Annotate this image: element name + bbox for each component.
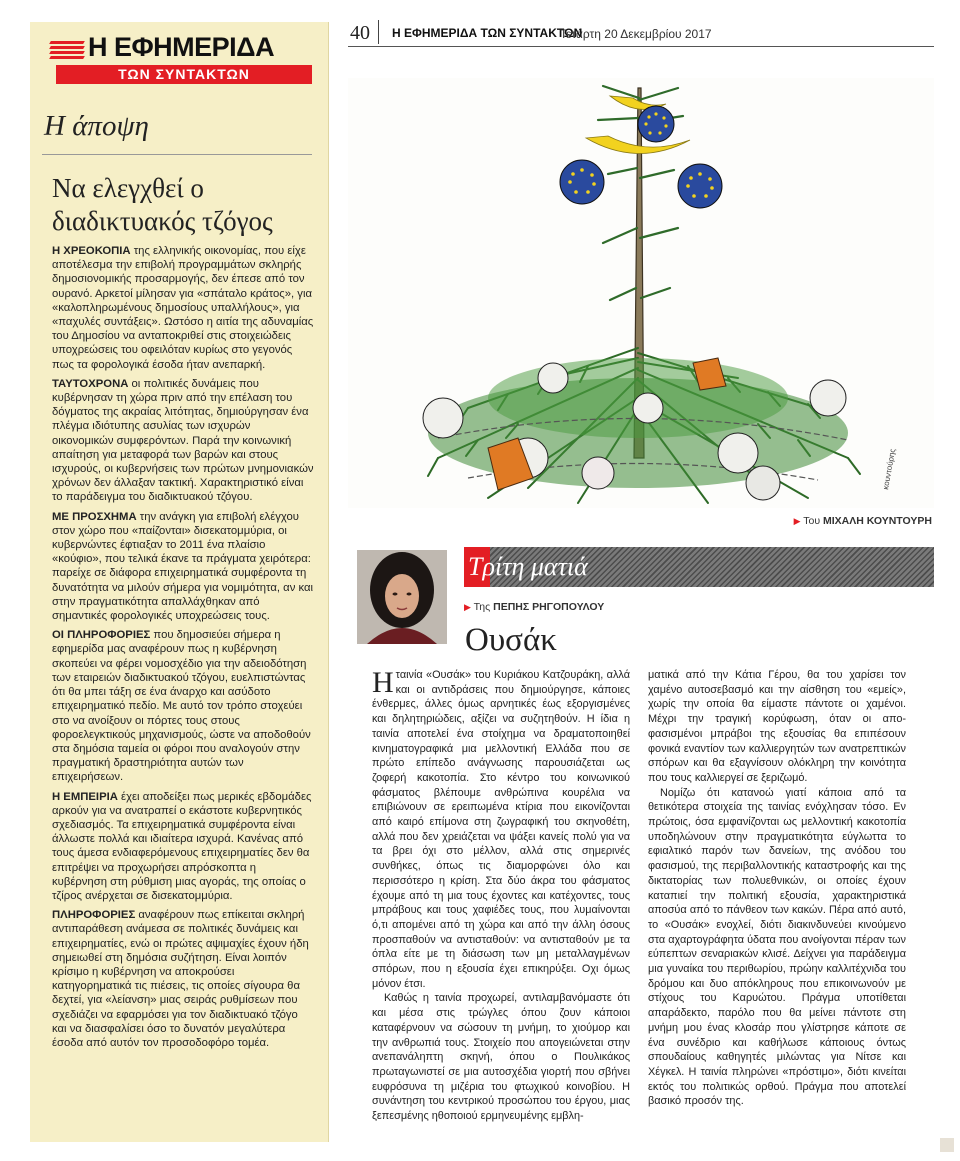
drop-cap: Η <box>372 666 394 699</box>
article-paragraph: Καθώς η ταινία προχωρεί, αντιλαμβανόμαστε ότι και μέσα στις τρώγλες όπου ζουν κάποιοι καταφέρνουν να σώσουν τη μνήμη, το χιούμορ και την ανθρωπιά τους. Στοιχείο που απογειώνεται στην ανεπανάληπτη σκηνή, όπου ο Πουλικάκος πρωταγωνιστεί σε μια αυτοσχέδια γιορτή που σβήνει ευφρόσυνα τη μιζέρια του φτωχικού κοινοβίου. Η συνάντηση του κεντρικού προσώπου του έργου, μιας ξεπεσμένης ηθοποιού ερμηνευμένης εμβλη- <box>372 992 630 1123</box>
christmas-tree-cartoon <box>348 78 934 508</box>
byline: ▶ Της ΠΕΠΗΣ ΡΗΓΟΠΟΥΛΟΥ <box>464 601 605 613</box>
header-date: Τετάρτη 20 Δεκεμβρίου 2017 <box>560 27 712 41</box>
logo-stripes-icon <box>50 41 84 61</box>
section-divider <box>42 154 312 155</box>
article-paragraph: Ηταινία «Ουσάκ» του Κυριάκου Κατζουράκη, αλλά και οι αντιδράσεις που δημιούργησε, κάποιες ένθερμες, άλλες όμως αρνητικές έως εξοργισμένες και δηλητηριώδεις, αξίζει να συζητηθούν. Η ίδια η ταινία αποτελεί ένα στοίχημα να δραματοποιηθεί κινηματογραφικά μια μελλοντική Ελλάδα που σε πρώτο επίπεδο ανάγνωσης παρουσιάζεται ως ζοφερή κακοτοπία. Στο κέντρο του κοινωνικού φάσματος βλέπουμε ανθρώπινα κουρέλια να επιβιώνουν σε ερειπωμένα κτίρια που εικονίζονται από καιρό επίμονα στη ζωγραφική του σκηνοθέτη, αλλά που δεν χρειάζεται να ψάξει κανείς πολύ για να τα βρει όχι στο μέλλον, αλλά στις σημερινές συνθήκες, όπως τις διαμορφώνει όλο και περισσότερο η κρίση. Στα δύο άκρα του φάσματος έχουμε από τη μια τους έχοντες και κατέχοντες, τους μπράβους και τους χαφιέδες τους, που λυμαίνονται ό,τι απομένει από τη χώρα και από την άλλη όσους προσπαθούν να αντισταθούν: να αντισταθούν με τα όπλα είτε με τη διάσωση των μη μεταλλαγμένων σπόρων, που η εξουσία έχει επικηρύξει. Οχι όμως μόνον έτσι. <box>372 666 630 990</box>
header-separator <box>378 20 379 44</box>
article-column-2 <box>648 668 906 1109</box>
article-title: Ουσάκ <box>465 622 557 658</box>
opinion-title: Να ελεγχθεί ο διαδικτυακός τζόγος <box>52 173 273 236</box>
article-paragraph: Νομίζω ότι κατανοώ γιατί κάποια από τα θετικότερα στοιχεία της ταινίας ενόχλησαν τόσο. Εν πρώτοις, όσα εμφανίζονται ως μελλοντική κακοτοπία υποδηλώνουν στην πραγματικότητα εύγλωττα το εφιαλτικό παρόν των δανείων, της ανόδου του φασισμού, της περιβαλλοντικής καταστροφής και της δικτατορίας των πολυεθνικών, οι οποίες έχουν καταπιεί την πολιτική εξουσία, χαρακτηριστικά αποσύα από το πάνθεον των κακών. Πέρα από αυτό, το «Ουσάκ» ενοχλεί, διότι διακινδυνεύει κινούμενο στα αχαρτογράφητα ύδατα που ανοίγονται πέραν των εύπεπτων σεναριακών κλισέ. Δείχνει για παράδειγμα μια γυναίκα του περιθωρίου, πρώην καλλιτέχνιδα του δρόμου και δυο απόκληρους που επικοινωνούν με στίχους του Καρυώτου. Πράγμα υποτίθεται απαράδεκτο, παρόλο που θα μείνει πάντοτε στη μνήμη μου ένας κλοσάρ που γλίστρησε κάποτε σε ένα συνέδριο και καθήλωσε κάποιους όντως σπουδαίους καθηγητές μιλώντας για Νίτσε και Χέγκελ. Η ταινία πληρώνει «πρόστιμο», διότι κινείται εκτός του πολιτικώς ορθού. Πράγμα που αποτελεί βασικό προσόν της. <box>648 786 906 1108</box>
opinion-paragraph: ΜΕ ΠΡΟΣΧΗΜΑ την ανάγκη για επιβολή ελέγχου στον χώρο που «παίζονται» δισεκατομμύρια, οι κυβερνώντες έφτιαξαν το 2011 ένα πλαίσιο «κούφιο», που τελικά έκανε τα πράγματα χειρότερα: παρείχε σε διάφορα επιχειρηματικά συμφέροντα τη δυνατότητα να μιλούν σήμερα για νομιμότητα, αν και στην πραγματικότητα απαλλάχθηκαν από σημαντικές φορολογικές υποχρεώσεις τους. <box>52 510 314 623</box>
page-number: 40 <box>350 22 370 44</box>
section-label: Η άποψη <box>44 110 149 142</box>
header-paper-name: Η ΕΦΗΜΕΡΙΔΑ ΤΩΝ ΣΥΝΤΑΚΤΩΝ <box>392 26 583 40</box>
author-photo <box>357 550 447 644</box>
masthead-paper-sub: ΤΩΝ ΣΥΝΤΑΚΤΩΝ <box>56 65 312 84</box>
opinion-body <box>52 244 314 1055</box>
page-corner-mark <box>940 1138 954 1152</box>
byline-arrow-icon: ▶ <box>464 602 471 612</box>
opinion-paragraph: Η ΕΜΠΕΙΡΙΑ έχει αποδείξει πως μερικές εβδομάδες αρκούν για να ανατραπεί ο εκάστοτε κυβερνητικός σχεδιασμός. Τα επιχειρηματικά συμφέροντα είναι άλλωστε πολλά και ιδιαίτερα ισχυρά. Κανένας από τους άμεσα ενδιαφερόμενους επιχειρηματίες δεν θα επιτρέψει να προχωρήσει απρόσκοπτα η κυβέρνηση στη ρύθμιση μιας αγοράς, της οποίας ο τζίρος ανέρχεται σε δισεκατομμύρια. <box>52 790 312 902</box>
opinion-paragraph: ΤΑΥΤΟΧΡΟΝΑ οι πολιτικές δυνάμεις που κυβέρνησαν τη χώρα πριν από την επέλαση του δόγματος της ακραίας λιτότητας, δημιούργησαν ένα πλέγμα ιδιότυπης ασυλίας των ισχυρών οικονομικών συμφερόντων. Παρά την κοινωνική απαίτηση για μεταφορά των βαρών και στους ισχυρούς, οι κυβερνήσεις των πρώτων μνημονιακών χρόνων δεν άλλαξαν τακτική. Χαρακτηριστικό είναι το παράδειγμα του διαδικτυακού τζόγου. <box>52 377 314 504</box>
article-column-1 <box>372 668 630 1124</box>
svg-text:κουντούρης: κουντούρης <box>881 447 898 491</box>
credit-arrow-icon: ▶ <box>793 516 801 526</box>
opinion-paragraph: Η ΧΡΕΟΚΟΠΙΑ της ελληνικής οικονομίας, που είχε αποτέλεσμα την επιβολή προγραμμάτων σκληρής δημοσιονομικής προσαρμογής, δεν έπεσε από τον ουρανό. Αρκετοί μίλησαν για «σπάταλο κράτος», για «καλοπληρωμένους δημοσίους υπαλλήλους», για «παχυλές συντάξεις». Ωστόσο η αιτία της αδυναμίας του Δημοσίου να ανταποκριθεί στις στοιχειώδεις υποχρεώσεις του οφειλόταν κυρίως στο γεγονός πως τα φορολογικά έσοδα ήταν ανεπαρκή. <box>52 245 314 371</box>
masthead-logo <box>44 32 314 94</box>
opinion-column <box>30 22 329 1142</box>
article-paragraph: ματικά από την Κάτια Γέρου, θα του χαρίσει τον χαμένο αυτοσεβασμό και την αίσθηση του «εμείς», χωρίς την οποία θα είμαστε πάντοτε οι χαμένοι. Μέχρι την τραγική κορύφωση, όταν οι απο-φασισμένοι μπράβοι της εξουσίας θα επιπέσουν φονικά εναντίον των καλλιεργητών των ανατρεπτικών σπόρων και θα εξαγνίσουν ολόκληρη την κοινότητα που τους καλλιεργεί σε ξεριζωμό. <box>648 669 906 784</box>
opinion-paragraph: ΠΛΗΡΟΦΟΡΙΕΣ αναφέρουν πως επίκειται σκληρή αντιπαράθεση ανάμεσα σε πολιτικές δυνάμεις και επιχειρηματίες, ενώ οι πρώτες αψιμαχίες έχουν ήδη σημειωθεί στη δημόσια συζήτηση. Είναι λοιπόν κρίσιμο η κυβέρνηση να αποκρούσει κατηγορηματικά τις πιέσεις, τις οποίες σίγουρα θα δεχτεί, για «λείανση» μιας σειράς ρυθμίσεων που σχεδιάζει να εφαρμόσει για τον διαδικτυακό τζόγο και να διασφαλίσει όσο το δυνατόν μεγαλύτερα έσοδα από αυτόν τον προσοδοφόρο τομέα. <box>52 909 309 1049</box>
opinion-paragraph: ΟΙ ΠΛΗΡΟΦΟΡΙΕΣ που δημοσιεύει σήμερα η εφημερίδα μας αναφέρουν πως η κυβέρνηση σκοπεύει να φέρει νομοσχέδιο για την αδειοδότηση των εταιρειών διαδικτυακού τζόγου, ευελπιστώντας ότι θα μπει τάξη σε ένα άναρχο και ασύδοτο επιχειρηματικό πεδίο. Με αυτό τον τρόπο στοχεύει στο να ανοίξουν οι πόρτες τους στους φοροελεγκτικούς μηχανισμούς, ώστε να αποδοθούν στα δημόσια ταμεία οι φόροι που αναλογούν στην πραγματική δραστηριότητα αυτών των επιχειρήσεων. <box>52 629 311 784</box>
column-name: Τρίτη ματιά <box>468 552 588 581</box>
cartoon-credit: ▶ Του ΜΙΧΑΛΗ ΚΟΥΝΤΟΥΡΗ <box>793 515 932 527</box>
header-rule <box>348 46 934 47</box>
masthead-paper-name: Η ΕΦΗΜΕΡΙΔΑ <box>88 32 275 62</box>
